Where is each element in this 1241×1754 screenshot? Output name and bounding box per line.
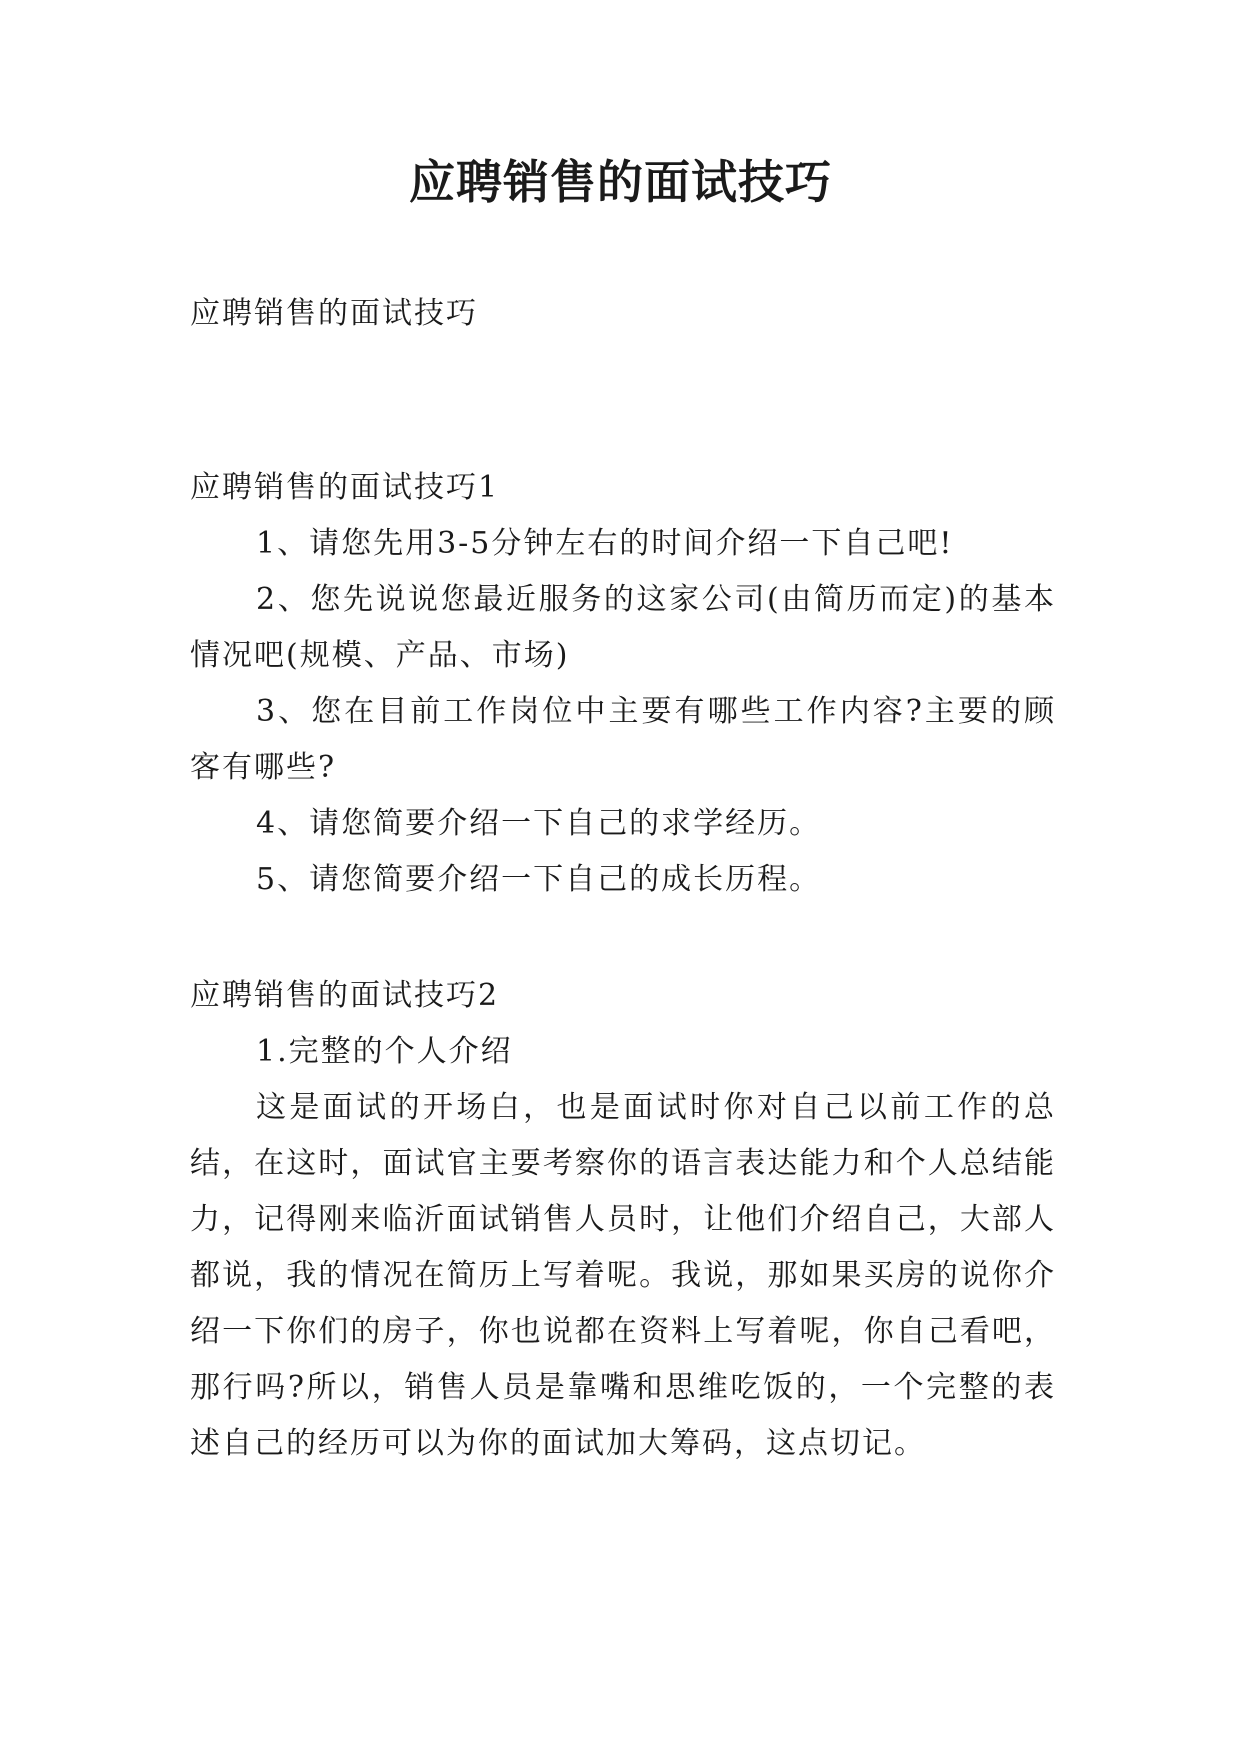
section2-subheading: 1.完整的个人介绍 (256, 1034, 513, 1069)
section2-heading: 应聘销售的面试技巧2 (190, 978, 500, 1013)
section1-item-2: 2、您先说说您最近服务的这家公司(由简历而定)的基本情况吧(规模、产品、市场) (190, 582, 1056, 673)
section1-item-4: 4、请您简要介绍一下自己的求学经历。 (256, 806, 822, 841)
section1-item-1: 1、请您先用3-5分钟左右的时间介绍一下自己吧! (256, 526, 954, 561)
section1-item-5: 5、请您简要介绍一下自己的成长历程。 (256, 862, 822, 897)
document-body (190, 286, 1056, 1472)
section2-paragraph: 这是面试的开场白，也是面试时你对自己以前工作的总结，在这时，面试官主要考察你的语言表达能力和个人总结能力，记得刚来临沂面试销售人员时，让他们介绍自己，大部人都说，我的情况在简历上写着呢。我说，那如果买房的说你介绍一下你们的房子，你也说都在资料上写着呢，你自己看吧，那行吗?所以，销售人员是靠嘴和思维吃饭的，一个完整的表述自己的经历可以为你的面试加大筹码，这点切记。 (190, 1090, 1056, 1461)
document-title: 应聘销售的面试技巧 (409, 155, 832, 209)
section1-heading: 应聘销售的面试技巧1 (190, 470, 500, 505)
document-subtitle: 应聘销售的面试技巧 (190, 296, 478, 331)
section1-item-3: 3、您在目前工作岗位中主要有哪些工作内容?主要的顾客有哪些? (190, 694, 1056, 785)
